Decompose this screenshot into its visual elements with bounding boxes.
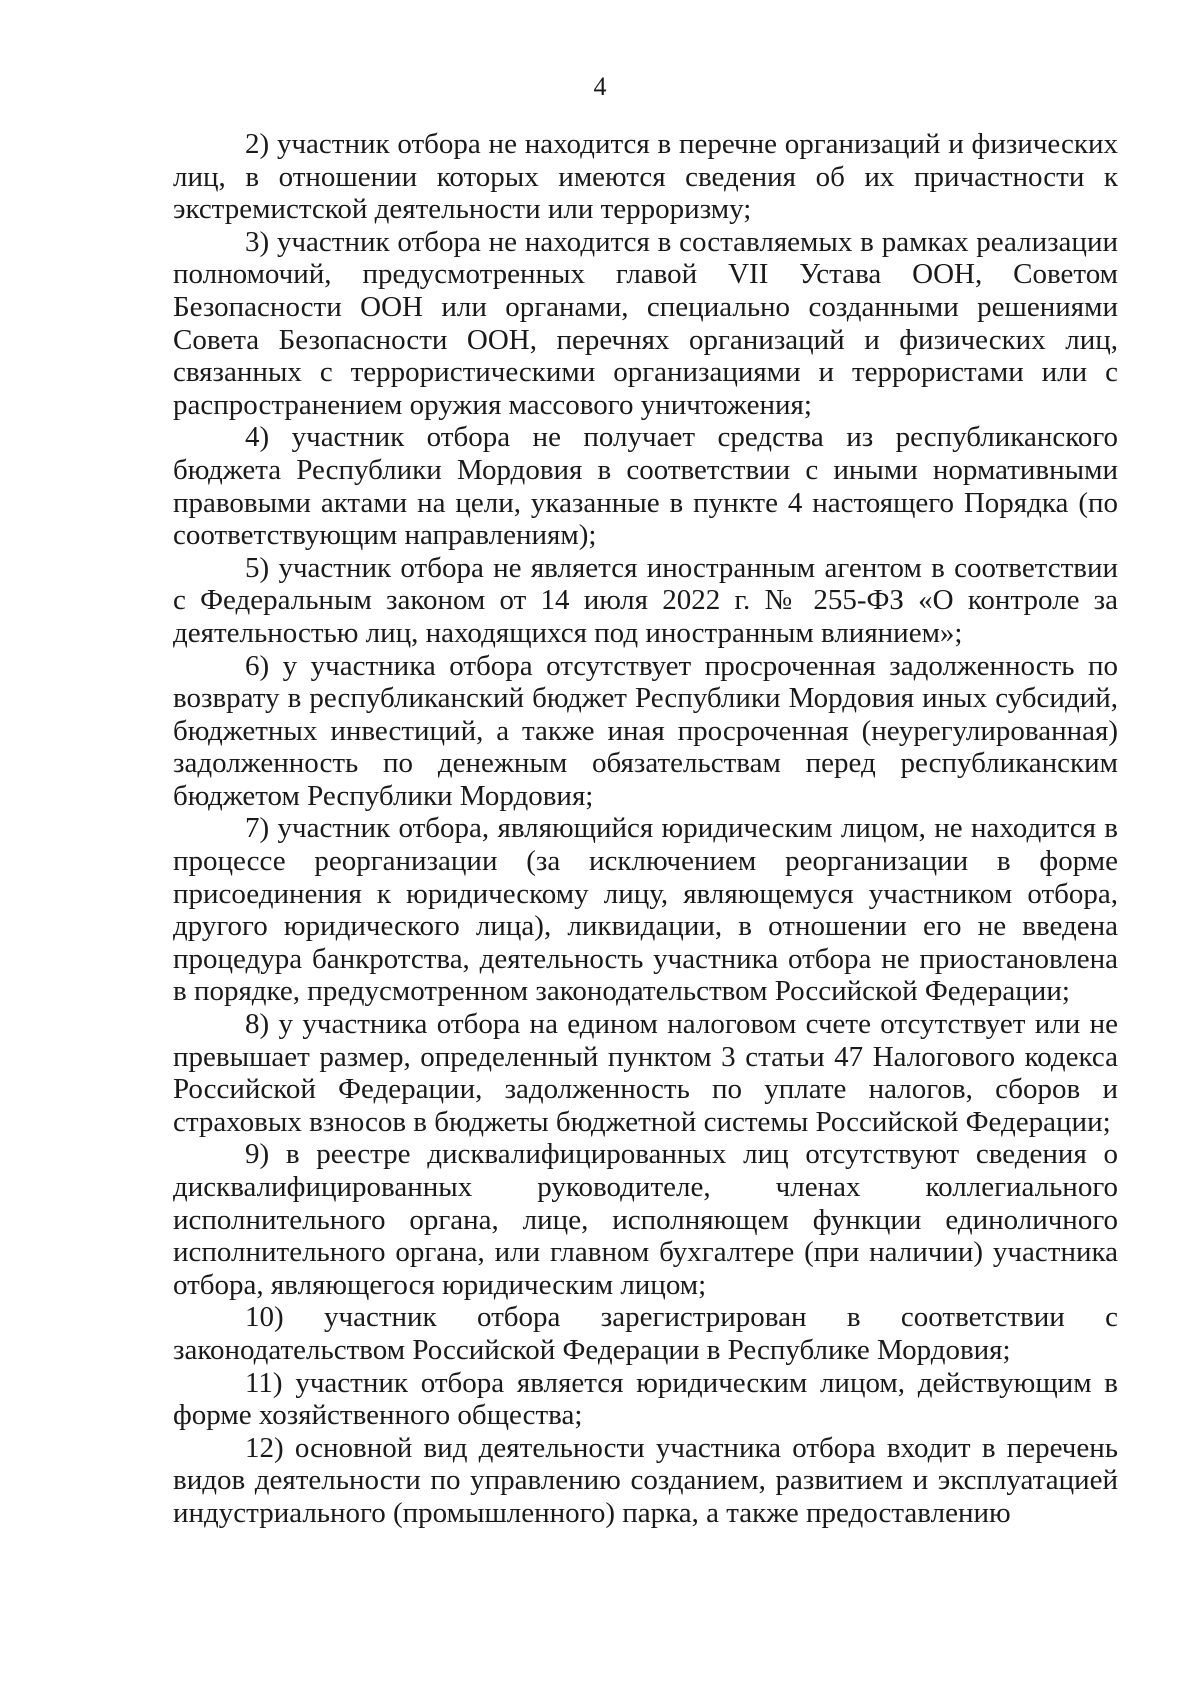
paragraph-item-6: 6) у участника отбора отсутствует просроченная задолженность по возврату в республиканский бюджет Республики Мордовия иных субсидий, бюджетных инвестиций, а также иная просроченная (неурегулированная) задолженность по денежным обязательствам перед республиканским бюджетом Республики Мордовия; [173,649,1118,812]
paragraph-item-8: 8) у участника отбора на едином налоговом счете отсутствует или не превышает размер, определенный пунктом 3 статьи 47 Налогового кодекса Российской Федерации, задолженность по уплате налогов, сборов и страховых взносов в бюджеты бюджетной системы Российской Федерации; [173,1008,1118,1138]
paragraph-item-11: 11) участник отбора является юридическим лицом, действующим в форме хозяйственного общества; [173,1366,1118,1432]
document-body [173,128,1118,1530]
paragraph-item-2: 2) участник отбора не находится в перечне организаций и физических лиц, в отношении которых имеются сведения об их причастности к экстремистской деятельности или терроризму; [173,128,1118,226]
paragraph-item-9: 9) в реестре дисквалифицированных лиц отсутствуют сведения о дисквалифицированных руководителе, членах коллегиального исполнительного органа, лице, исполняющем функции единоличного исполнительного органа, или главном бухгалтере (при наличии) участника отбора, являющегося юридическим лицом; [173,1138,1118,1301]
paragraph-item-10: 10) участник отбора зарегистрирован в соответствии с законодательством Российской Федерации в Республике Мордовия; [173,1301,1118,1366]
paragraph-item-3: 3) участник отбора не находится в составляемых в рамках реализации полномочий, предусмотренных главой VII Устава ООН, Советом Безопасности ООН или органами, специально созданными решениями Совета Безопасности ООН, перечнях организаций и физических лиц, связанных с террористическими организациями и террористами или с распространением оружия массового уничтожения; [173,225,1118,421]
paragraph-item-12: 12) основной вид деятельности участника отбора входит в перечень видов деятельности по управлению созданием, развитием и эксплуатацией индустриального (промышленного) парка, а также предоставлению [173,1431,1118,1529]
paragraph-item-4: 4) участник отбора не получает средства из республиканского бюджета Республики Мордовия в соответствии с иными нормативными правовыми актами на цели, указанные в пункте 4 настоящего Порядка (по соответствующим направлениям); [173,421,1118,552]
page-number: 4 [593,72,607,101]
paragraph-item-5: 5) участник отбора не является иностранным агентом в соответствии с Федеральным законом от 14 июля 2022 г. № 255-ФЗ «О контроле за деятельностью лиц, находящихся под иностранным влиянием»; [173,551,1118,649]
paragraph-item-7: 7) участник отбора, являющийся юридическим лицом, не находится в процессе реорганизации (за исключением реорганизации в форме присоединения к юридическому лицу, являющемуся участником отбора, другого юридического лица), ликвидации, в отношении его не введена процедура банкротства, деятельность участника отбора не приостановлена в порядке, предусмотренном законодательством Российской Федерации; [173,812,1118,1008]
